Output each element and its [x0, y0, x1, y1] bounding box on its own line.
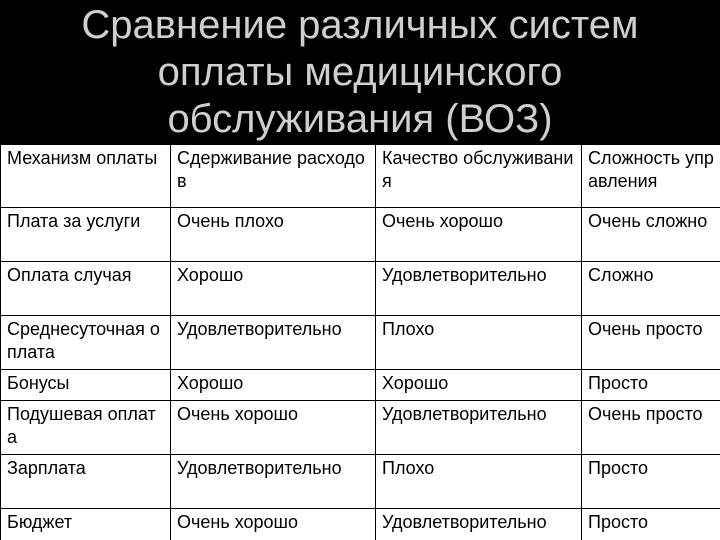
table-cell: Просто — [582, 370, 720, 401]
table-row — [1, 316, 720, 370]
table-cell: Среднесуточная оплата — [1, 316, 171, 370]
table-cell: Очень плохо — [171, 208, 376, 262]
table-cell: Бонусы — [1, 370, 171, 401]
table-cell: Плохо — [376, 455, 582, 509]
header-cell-complexity: Сложность управления — [582, 145, 720, 208]
table-cell: Удовлетворительно — [171, 316, 376, 370]
table-cell: Бюджет — [1, 509, 171, 540]
table-cell: Очень просто — [582, 401, 720, 455]
slide-title-line: Сравнение различных систем — [81, 3, 639, 47]
table-header-row — [1, 145, 720, 208]
table-row — [1, 208, 720, 262]
table-cell: Плохо — [376, 316, 582, 370]
comparison-table — [0, 144, 720, 540]
table-cell: Оплата случая — [1, 262, 171, 316]
table-cell: Очень сложно — [582, 208, 720, 262]
table-row — [1, 401, 720, 455]
table-row — [1, 455, 720, 509]
table-cell: Сложно — [582, 262, 720, 316]
table-cell: Зарплата — [1, 455, 171, 509]
table-cell: Хорошо — [171, 370, 376, 401]
table-row — [1, 509, 720, 540]
table-cell: Подушевая оплата — [1, 401, 171, 455]
table-cell: Просто — [582, 455, 720, 509]
title-area — [0, 0, 720, 143]
table-row — [1, 262, 720, 316]
table-cell: Плата за услуги — [1, 208, 171, 262]
table-cell: Очень хорошо — [376, 208, 582, 262]
slide-title-line: оплаты медицинского — [157, 50, 563, 94]
header-cell-cost-containment: Сдерживание расходов — [171, 145, 376, 208]
slide-title-line: обслуживания (ВОЗ) — [167, 97, 553, 141]
table-row — [1, 370, 720, 401]
table-cell: Очень хорошо — [171, 509, 376, 540]
table-cell: Хорошо — [171, 262, 376, 316]
table-cell: Удовлетворительно — [376, 509, 582, 540]
table-cell: Очень хорошо — [171, 401, 376, 455]
table-cell: Удовлетворительно — [376, 401, 582, 455]
comparison-table-container — [0, 144, 720, 540]
table-cell: Очень просто — [582, 316, 720, 370]
header-cell-quality: Качество обслуживания — [376, 145, 582, 208]
table-cell: Удовлетворительно — [376, 262, 582, 316]
header-cell-mechanism: Механизм оплаты — [1, 145, 171, 208]
table-cell: Хорошо — [376, 370, 582, 401]
table-cell: Удовлетворительно — [171, 455, 376, 509]
slide-title — [70, 2, 650, 143]
table-cell: Просто — [582, 509, 720, 540]
